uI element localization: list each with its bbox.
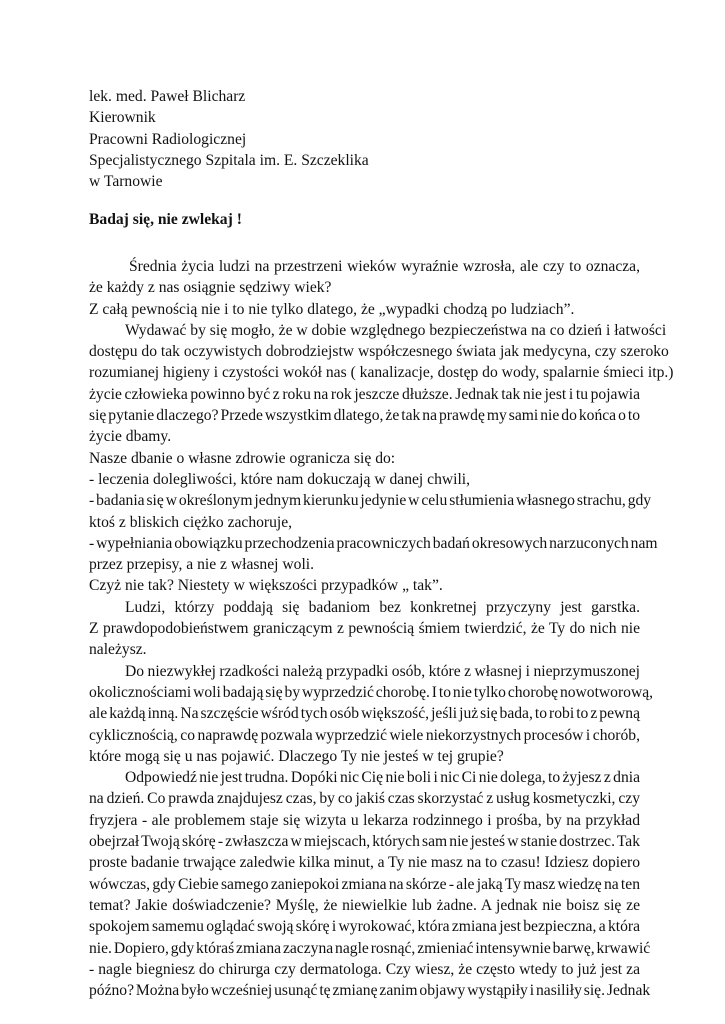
text-line: obejrzał Twoją skórę - zwłaszcza w miejscach, których sam nie jesteś w stanie dostrzec. Tak xyxy=(89,833,640,851)
text-line: dostępu do tak oczywistych dobrodziejstw współczesnego świata jak medycyna, czy szeroko xyxy=(89,343,669,361)
document-title: Badaj się, nie zwlekaj ! xyxy=(89,211,242,228)
author-city: w Tarnowie xyxy=(89,173,163,191)
text-line: życie człowieka powinno być z roku na rok jeszcze dłuższe. Jednak tak nie jest i tu pojawia xyxy=(89,385,640,403)
text-line: Ludzi, którzy poddają się badaniom bez konkretnej przyczyny jest garstka. xyxy=(125,598,640,616)
document-body xyxy=(89,256,674,1001)
text-line: Średnia życia ludzi na przestrzeni wieków wyraźnie wzrosła, ale czy to oznacza, xyxy=(129,258,640,275)
text-line: - badania się w określonym jednym kierunku jedynie w celu stłumienia własnego strachu, gdy xyxy=(89,492,652,510)
author-department: Pracowni Radiologicznej xyxy=(89,130,247,148)
text-line: spokojem samemu oglądać swoją skórę i wyrokować, która zmiana jest bezpieczna, a która xyxy=(89,918,640,936)
text-line: cyklicznością, co naprawdę pozwala wyprzedzić wiele niekorzystnych procesów i chorób, xyxy=(89,726,640,744)
text-line: ale każdą inną. Na szczęście wśród tych osób większość, jeśli już się bada, to robi to z pewną xyxy=(89,705,640,723)
text-line: okolicznościami woli badają się by wyprzedzić chorobę. I to nie tylko chorobę nowotworową, xyxy=(89,683,654,701)
text-line: fryzjera - ale problemem staje się wizyta u lekarza rodzinnego i prośba, by na przykład xyxy=(89,811,640,829)
text-line: rozumianej higieny i czystości wokół nas ( kanalizacje, dostęp do wody, spalarnie śmieci itp.) xyxy=(89,364,674,382)
text-line: Z prawdopodobieństwem graniczącym z pewnością śmiem twierdzić, że Ty do nich nie xyxy=(89,620,640,638)
text-line: Wydawać by się mogło, że w dobie względnego bezpieczeństwa na co dzień i łatwości xyxy=(125,321,667,339)
text-line: należysz. xyxy=(89,641,147,659)
text-line: Odpowiedź nie jest trudna. Dopóki nic Cię nie boli i nic Ci nie dolega, to żyjesz z dnia xyxy=(125,769,640,787)
text-line: - leczenia dolegliwości, które nam dokuczają w danej chwili, xyxy=(89,470,471,488)
text-line: Nasze dbanie o własne zdrowie ogranicza się do: xyxy=(89,449,396,467)
text-line: Czyż nie tak? Niestety w większości przypadków „ tak”. xyxy=(89,577,443,595)
text-line: - wypełniania obowiązku przechodzenia pracowniczych badań okresowych narzuconych nam xyxy=(89,534,658,552)
text-line: - nagle biegniesz do chirurga czy dermatologa. Czy wiesz, że często wtedy to już jest za xyxy=(89,960,640,978)
text-line: ktoś z bliskich ciężko zachoruje, xyxy=(89,513,293,531)
text-line: temat? Jakie doświadczenie? Myślę, że niewielkie lub żadne. A jednak nie boisz się ze xyxy=(89,896,640,914)
text-line: nie. Dopiero, gdy któraś zmiana zaczyna nagle rosnąć, zmieniać intensywnie barwę, krwawić xyxy=(89,939,651,957)
text-line: się pytanie dlaczego? Przede wszystkim dlatego, że tak na prawdę my sami nie do końca o to xyxy=(89,407,640,425)
text-line: proste badanie trwające zaledwie kilka minut, a Ty nie masz na to czasu! Idziesz dopiero xyxy=(89,854,640,872)
text-line: które mogą się u nas pojawić. Dlaczego Ty nie jesteś w tej grupie? xyxy=(89,747,504,765)
text-line: że każdy z nas osiągnie sędziwy wiek? xyxy=(89,279,332,297)
text-line: późno? Można było wcześniej usunąć tę zmianę zanim objawy wystąpiły i nasiliły się. Jednak xyxy=(89,982,651,1000)
author-name: lek. med. Paweł Blicharz xyxy=(89,88,246,105)
text-line: Z całą pewnością nie i to nie tylko dlatego, że „wypadki chodzą po ludziach”. xyxy=(89,300,575,318)
text-line: Do niezwykłej rzadkości należą przypadki osób, które z własnej i nieprzymuszonej xyxy=(125,662,640,680)
text-line: wówczas, gdy Ciebie samego zaniepokoi zmiana na skórze - ale jaką Ty masz wiedzę na ten xyxy=(89,875,640,893)
author-block xyxy=(89,86,369,192)
author-hospital: Specjalistycznego Szpitala im. E. Szczeklika xyxy=(89,151,369,169)
author-position: Kierownik xyxy=(89,109,156,127)
text-line: na dzień. Co prawda znajdujesz czas, by co jakiś czas skorzystać z usług kosmetyczki, czy xyxy=(89,790,640,808)
text-line: przez przepisy, a nie z własnej woli. xyxy=(89,556,315,574)
text-line: życie dbamy. xyxy=(89,428,172,446)
